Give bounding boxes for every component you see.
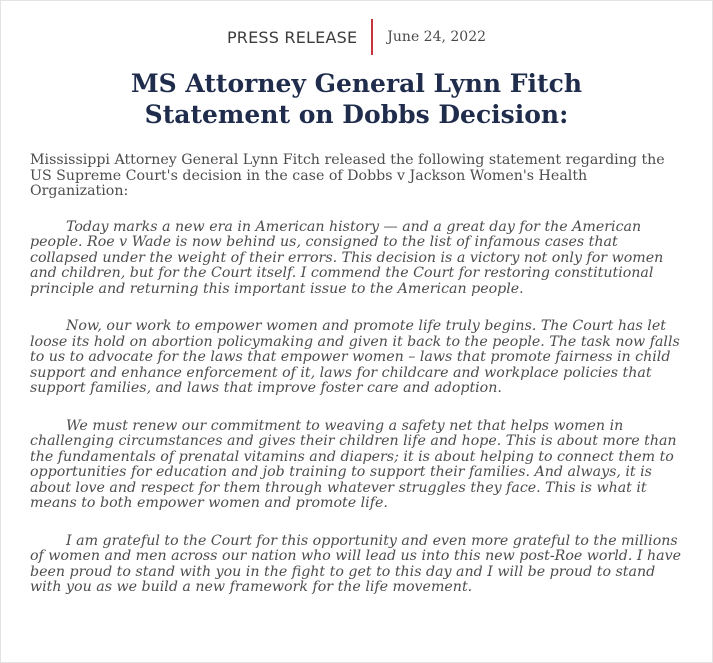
statement-paragraph-4: I am grateful to the Court for this opportunity and even more grateful to the millions of women and men across our nation who will lead us into this new post-Roe world. I have been proud to stand with you in the fight to get to this day and I will be proud to stand with you as we build a new framework for the life movement. xyxy=(30,532,682,595)
release-date: June 24, 2022 xyxy=(387,29,487,45)
press-release-label: PRESS RELEASE xyxy=(226,27,358,47)
page-title xyxy=(0,68,713,130)
statement-body xyxy=(30,153,685,618)
statement-paragraph-1: Today marks a new era in American history — and a great day for the American people. Roe v Wade is now behind us, consigned to the list of infamous cases that collapsed under the weight of their errors. This decision is a victory not only for women and children, but for the Court itself. I commend the Court for restoring constitutional principle and returning this important issue to the American people. xyxy=(30,218,664,297)
press-release-header xyxy=(0,18,713,56)
intro-paragraph: Mississippi Attorney General Lynn Fitch released the following statement regarding the US Supreme Court's decision in the case of Dobbs v Jackson Women's Health Organization: xyxy=(30,152,665,199)
title-line-1: MS Attorney General Lynn Fitch xyxy=(130,69,582,98)
title-line-2: Statement on Dobbs Decision: xyxy=(144,100,569,129)
statement-paragraph-2: Now, our work to empower women and promote life truly begins. The Court has let loose its hold on abortion policymaking and given it back to the people. The task now falls to us to advocate for the laws that empower women – laws that promote fairness in child support and enhance enforcement of it, laws for childcare and workplace policies that support families, and laws that improve foster care and adoption. xyxy=(30,318,680,396)
statement-paragraph-3: We must renew our commitment to weaving a safety net that helps women in challenging circumstances and gives their children life and hope. This is about more than the fundamentals of prenatal vitamins and diapers; it is about helping to connect them to opportunities for education and job training to support their families. And always, it is about love and respect for them through whatever struggles they face. This is what it means to both empower women and promote life. xyxy=(30,417,677,511)
